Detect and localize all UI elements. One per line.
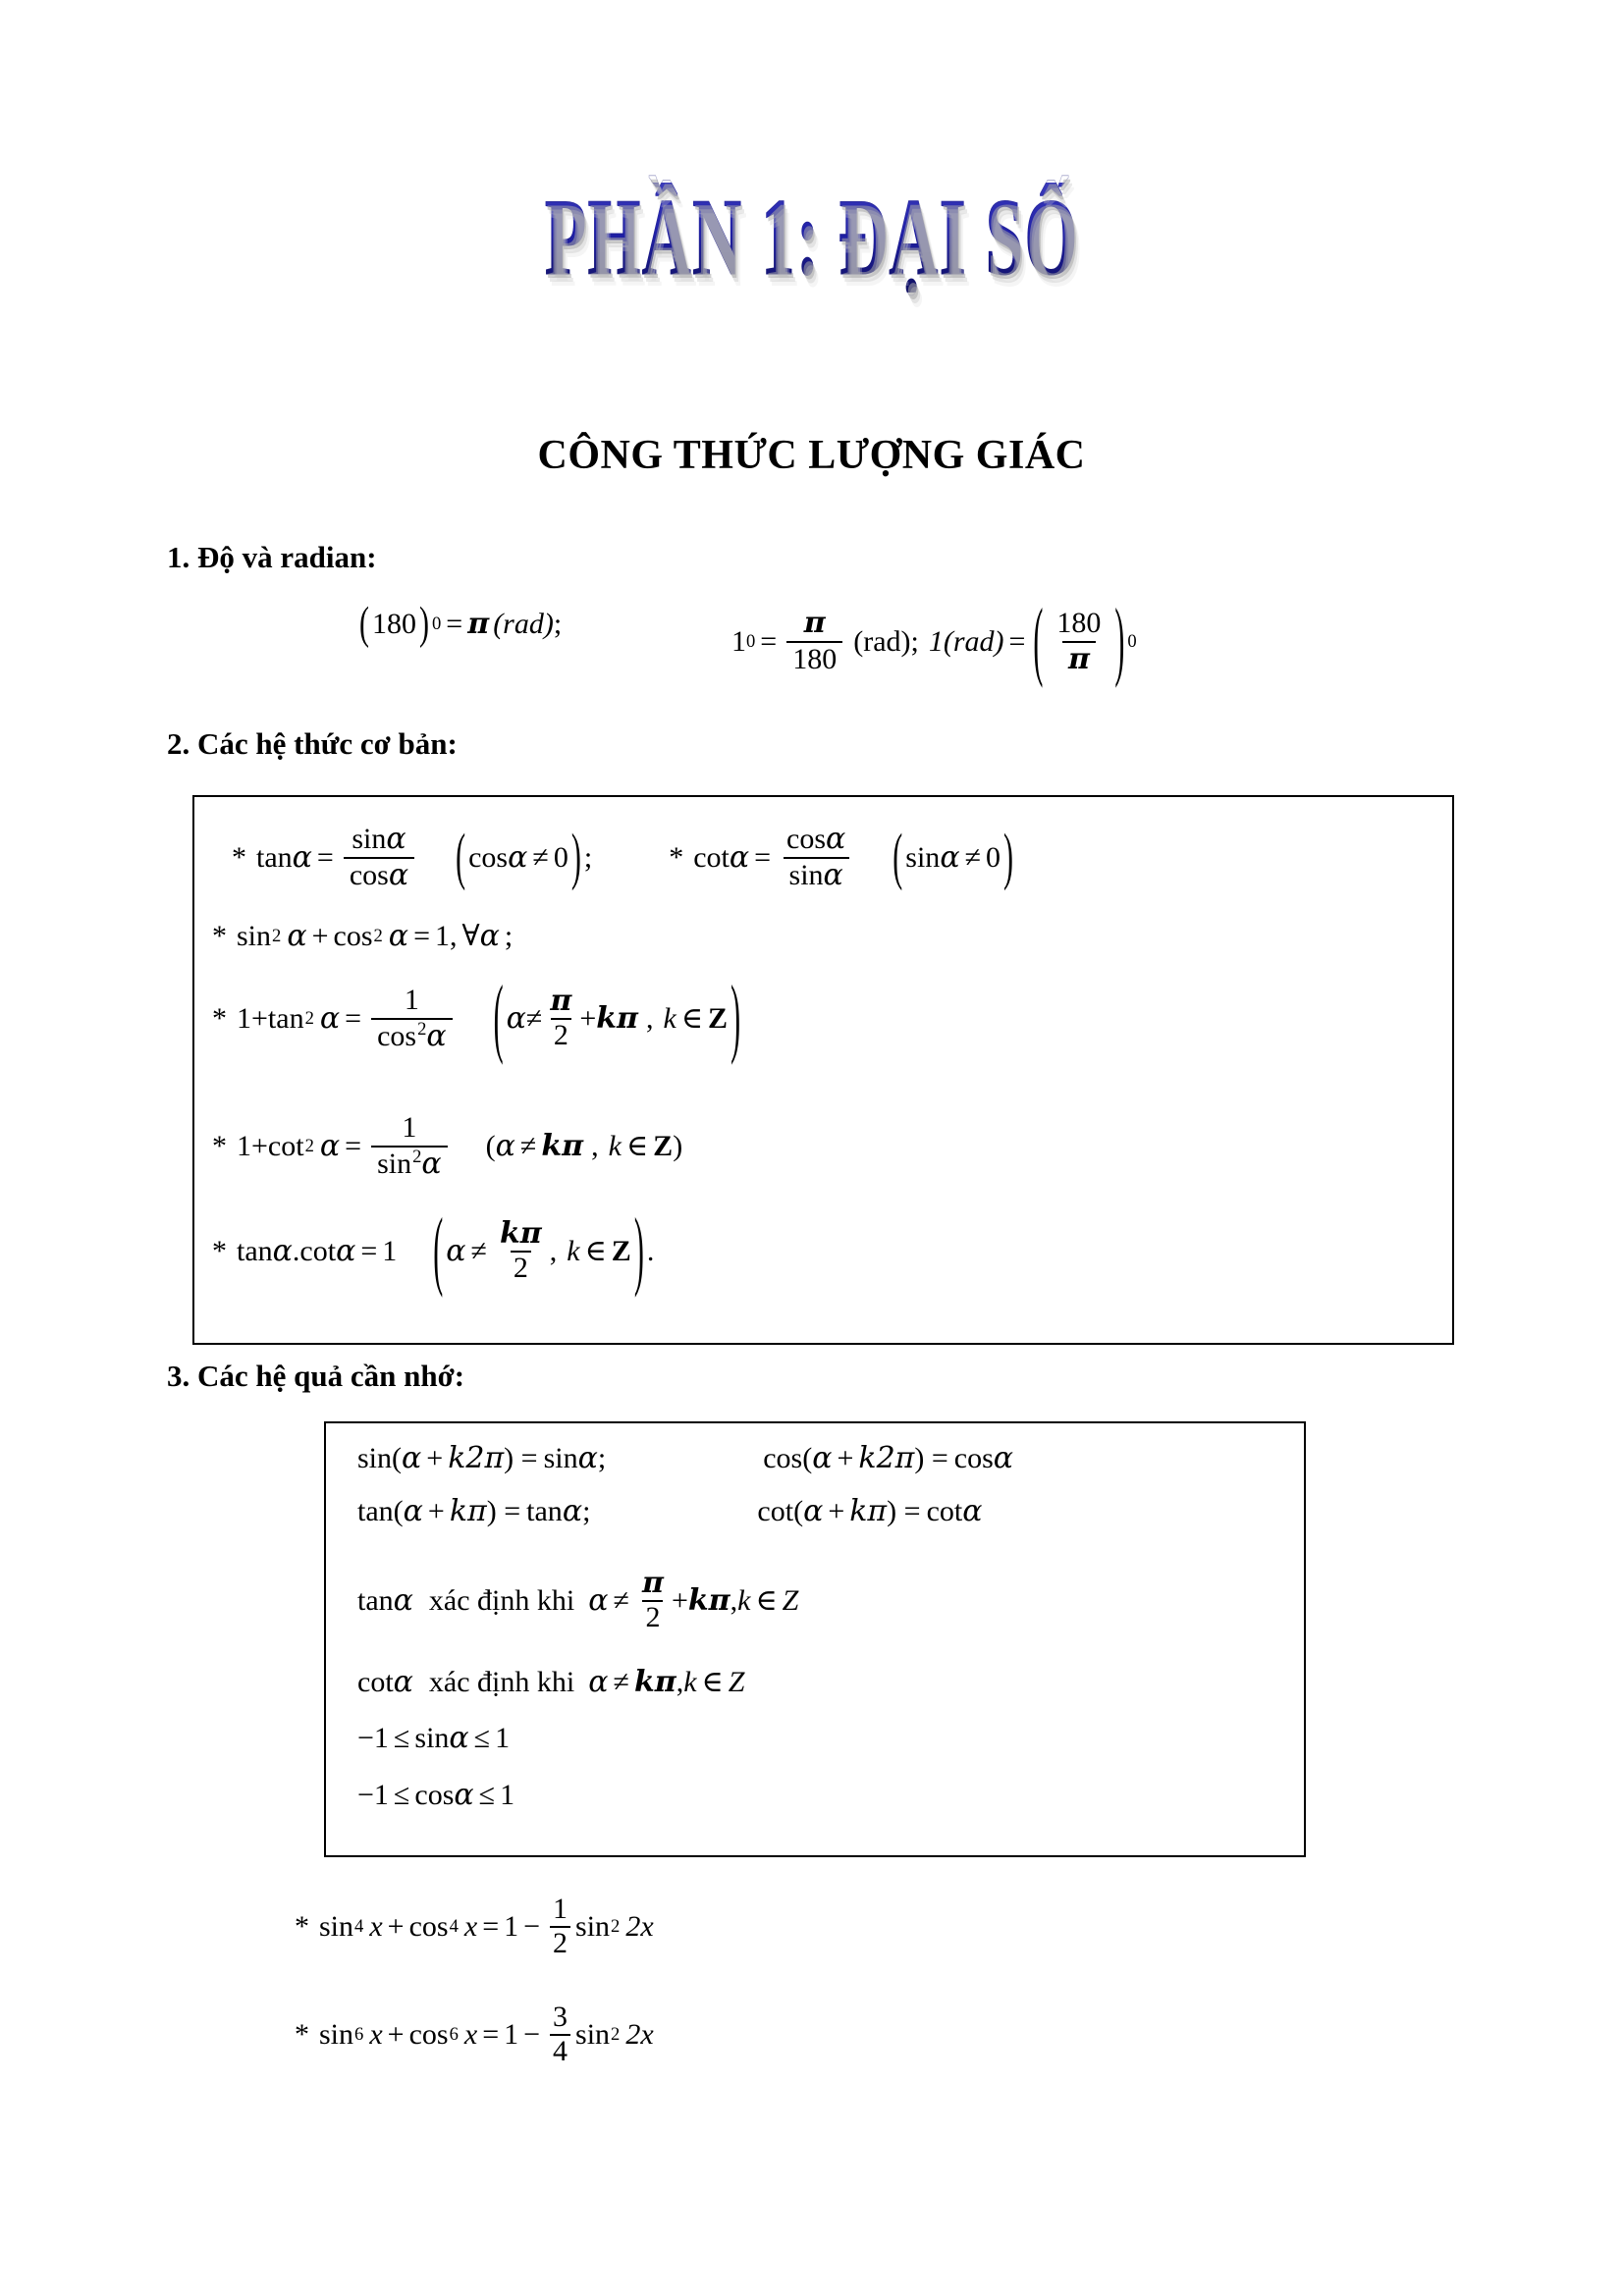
right-paren: ) bbox=[633, 1201, 644, 1300]
bullet: * bbox=[669, 840, 684, 874]
integer-set-symbol: Z bbox=[782, 1583, 799, 1617]
fraction-kpi-over-2 bbox=[497, 1216, 545, 1284]
right-paren: ) bbox=[730, 969, 741, 1067]
value-180: 180 bbox=[372, 608, 416, 640]
paren-group bbox=[356, 598, 432, 649]
condition-alpha-not-kpi-over-2 bbox=[430, 1201, 647, 1300]
sin-label: sin bbox=[575, 2017, 611, 2051]
comma: , bbox=[549, 1234, 558, 1267]
k-symbol: k bbox=[608, 1129, 622, 1162]
k-symbol: k bbox=[663, 1001, 676, 1035]
consequences-box bbox=[324, 1421, 1306, 1857]
equals-sign: = bbox=[482, 1909, 500, 1943]
sin-label: sin bbox=[414, 1722, 450, 1754]
x-symbol: x bbox=[369, 1909, 383, 1943]
argument-2x: 2x bbox=[625, 2017, 654, 2051]
less-equal-sign: ≤ bbox=[393, 1722, 410, 1754]
cos-periodicity: cos(α + k2π) = cosα bbox=[763, 1441, 1014, 1475]
fraction-one-half bbox=[550, 1895, 570, 1958]
condition-alpha-not-pi-over-2 bbox=[491, 969, 743, 1067]
plus-sign: + bbox=[251, 1129, 268, 1162]
equation-degree-to-radian: ( 180 ) 0 = π (rad) ; bbox=[356, 609, 562, 640]
sin-label: sin bbox=[319, 1909, 354, 1943]
fraction-pi-over-2 bbox=[547, 984, 574, 1051]
comma: , bbox=[646, 1001, 654, 1035]
upper-bound: 1 bbox=[495, 1722, 511, 1754]
alpha-symbol: α bbox=[495, 1128, 515, 1163]
fraction-numerator: 1 bbox=[402, 1111, 417, 1144]
fraction-sin-over-cos bbox=[344, 822, 414, 892]
paren-group bbox=[1030, 592, 1127, 690]
k-pi-term: kπ bbox=[687, 1582, 730, 1618]
sin-label: sin bbox=[237, 920, 272, 952]
tan-periodicity: tan(α + kπ) = tanα; bbox=[357, 1494, 591, 1528]
plus-sign: + bbox=[387, 2017, 405, 2051]
integer-set-symbol: Z bbox=[708, 1001, 729, 1035]
sin-periodicity: sin(α + k2π) = sinα; bbox=[357, 1441, 607, 1475]
equals-sign: = bbox=[345, 1001, 362, 1035]
consequence-row-periodicity-tan-cot bbox=[357, 1496, 983, 1527]
cot-label: cot bbox=[693, 840, 730, 874]
k-pi-term: kπ bbox=[633, 1665, 676, 1699]
fraction-numerator: 1 bbox=[553, 1893, 568, 1925]
fraction-numerator: 3 bbox=[553, 2001, 568, 2033]
alpha-symbol: α bbox=[319, 1128, 341, 1163]
fraction-numerator: π bbox=[550, 984, 572, 1018]
right-paren: ) bbox=[1114, 592, 1125, 690]
comma: , bbox=[730, 1583, 738, 1617]
fraction-numerator: π bbox=[803, 606, 826, 640]
fraction-numerator: kπ bbox=[500, 1216, 542, 1251]
section-heading-2: 2. Các hệ thức cơ bản: bbox=[167, 726, 458, 761]
equation-sin4-plus-cos4: * sin 4 x + cos 4 x = 1 − $\frac{1}{2}$ sin 2 2x bbox=[295, 1893, 654, 1959]
not-equal-sign: ≠ bbox=[613, 1583, 629, 1617]
integer-set-symbol: Z bbox=[653, 1129, 674, 1162]
equals-sign: = bbox=[413, 920, 430, 952]
alpha-symbol: α bbox=[446, 1233, 466, 1268]
fraction-one-over-cos-squared bbox=[371, 986, 453, 1051]
fraction-denominator: $\cos^2\alpha$ bbox=[371, 1018, 453, 1052]
sin-label: sin bbox=[905, 840, 941, 874]
cos-label: cos bbox=[408, 1909, 449, 1943]
section-heading-3: 3. Các hệ quả cần nhớ: bbox=[167, 1359, 465, 1393]
comma: , bbox=[591, 1129, 599, 1162]
cos-label: cos bbox=[468, 840, 509, 874]
plus-sign: + bbox=[311, 920, 329, 952]
identity-row-tan-cot bbox=[232, 822, 1016, 892]
zero: 0 bbox=[553, 840, 568, 874]
x-symbol: x bbox=[463, 2017, 478, 2051]
section-heading-1: 1. Độ và radian: bbox=[167, 540, 377, 574]
element-of-sign: ∈ bbox=[701, 1666, 724, 1698]
identity-row-one-plus-tan-squared: * 1 + tan 2 α = $\frac{1}{\cos^2\alpha}$ ( α ≠ $\frac{\pi}{2}$ + kπ , k ∈ Z ) bbox=[212, 986, 743, 1051]
fraction-denominator: 180 bbox=[786, 641, 842, 675]
sin-label: sin bbox=[575, 1909, 611, 1943]
one: 1 bbox=[237, 1001, 251, 1035]
element-of-sign: ∈ bbox=[584, 1234, 607, 1267]
fraction-pi-over-2 bbox=[639, 1566, 667, 1633]
one: 1 bbox=[434, 920, 450, 952]
argument-2x: 2x bbox=[625, 1909, 654, 1943]
integer-set-symbol: Z bbox=[611, 1234, 631, 1267]
right-paren: ) bbox=[419, 598, 429, 649]
k-pi-term: kπ bbox=[541, 1128, 584, 1163]
not-equal-sign: ≠ bbox=[519, 1129, 537, 1162]
alpha-symbol: α bbox=[506, 1000, 526, 1036]
fraction-numerator: 1 bbox=[404, 984, 419, 1016]
domain-text: xác định khi bbox=[428, 1666, 575, 1698]
one: 1 bbox=[504, 1909, 519, 1943]
page-title: CÔNG THỨC LƯỢNG GIÁC bbox=[537, 433, 1086, 478]
bullet: * bbox=[212, 1001, 227, 1035]
lower-bound: −1 bbox=[357, 1722, 389, 1754]
bullet: * bbox=[232, 840, 246, 874]
not-equal-sign: ≠ bbox=[525, 1001, 543, 1035]
zero: 0 bbox=[986, 840, 1001, 874]
fraction-denominator: cosα bbox=[344, 857, 414, 891]
upper-bound: 1 bbox=[500, 1779, 515, 1811]
tan-label: tan bbox=[237, 1234, 273, 1267]
not-equal-sign: ≠ bbox=[964, 840, 982, 874]
domain-text: xác định khi bbox=[428, 1583, 575, 1617]
cot-periodicity: cot(α + kπ) = cotα bbox=[757, 1494, 983, 1528]
condition-sin-nonzero bbox=[890, 822, 1016, 892]
fraction-three-quarters bbox=[550, 2002, 570, 2066]
left-paren: ( bbox=[493, 969, 504, 1067]
alpha-symbol: α bbox=[388, 919, 409, 953]
fraction-denominator: $\sin^2\alpha$ bbox=[371, 1146, 448, 1180]
basic-identities-box bbox=[192, 795, 1454, 1345]
condition-alpha-not-kpi bbox=[485, 1128, 683, 1163]
alpha-symbol: α bbox=[729, 839, 750, 875]
bullet: * bbox=[212, 1129, 227, 1162]
fraction-denominator: sinα bbox=[784, 857, 849, 891]
fraction-cos-over-sin bbox=[781, 822, 851, 892]
less-equal-sign: ≤ bbox=[478, 1779, 496, 1811]
plus-sign: + bbox=[579, 1001, 597, 1035]
left-paren: ( bbox=[456, 822, 466, 892]
right-paren: ) bbox=[570, 822, 581, 892]
condition-cos-nonzero bbox=[453, 822, 584, 892]
equals-sign: = bbox=[482, 2017, 500, 2051]
left-paren: ( bbox=[485, 1129, 496, 1162]
cos-label: cos bbox=[414, 1779, 455, 1811]
fraction-numerator: 180 bbox=[1056, 607, 1102, 639]
bullet: * bbox=[295, 1909, 309, 1943]
period: . bbox=[646, 1234, 655, 1267]
x-symbol: x bbox=[463, 1909, 478, 1943]
fraction-numerator: sinα bbox=[352, 822, 406, 856]
alpha-symbol: α bbox=[449, 1721, 469, 1755]
tan-label: tan bbox=[256, 840, 293, 874]
equals-sign: = bbox=[760, 624, 778, 658]
equals-sign: = bbox=[345, 1129, 362, 1162]
semicolon: ; bbox=[553, 608, 563, 640]
bullet: * bbox=[295, 2017, 309, 2051]
fraction-denominator: 2 bbox=[511, 1251, 531, 1284]
consequence-row-sin-range bbox=[357, 1723, 510, 1754]
consequence-row-periodicity-sin-cos bbox=[357, 1443, 1013, 1474]
one: 1 bbox=[237, 1129, 251, 1162]
consequence-row-cos-range bbox=[357, 1780, 514, 1811]
not-equal-sign: ≠ bbox=[532, 840, 549, 874]
element-of-sign: ∈ bbox=[680, 1001, 704, 1035]
fraction-one-over-sin-squared bbox=[371, 1113, 448, 1179]
fraction-pi-over-180 bbox=[786, 606, 842, 675]
dot-operator: . bbox=[292, 1234, 300, 1267]
alpha-symbol: α bbox=[292, 839, 312, 875]
k-symbol: k bbox=[683, 1666, 697, 1698]
equals-sign: = bbox=[1008, 624, 1026, 658]
value-one: 1 bbox=[731, 624, 746, 658]
rad-unit: (rad) bbox=[493, 608, 554, 640]
tan-label: tan bbox=[267, 1001, 304, 1035]
alpha-symbol: α bbox=[336, 1233, 356, 1268]
identity-row-pythagorean: * sin 2 α + cos 2 α = 1 , ∀ α ; bbox=[212, 919, 514, 953]
x-symbol: x bbox=[369, 2017, 383, 2051]
equals-sign: = bbox=[316, 840, 334, 874]
one: 1 bbox=[382, 1234, 398, 1267]
consequence-row-tan-domain bbox=[357, 1566, 799, 1633]
alpha-symbol: α bbox=[479, 919, 500, 953]
integer-set-symbol: Z bbox=[728, 1666, 745, 1698]
element-of-sign: ∈ bbox=[755, 1583, 778, 1617]
equals-sign: = bbox=[446, 608, 463, 640]
fraction-denominator: 2 bbox=[551, 1018, 571, 1051]
equals-sign: = bbox=[754, 840, 772, 874]
alpha-symbol: α bbox=[588, 1582, 609, 1618]
alpha-symbol: α bbox=[508, 839, 528, 875]
not-equal-sign: ≠ bbox=[613, 1666, 629, 1698]
comma: , bbox=[449, 920, 458, 952]
comma: , bbox=[676, 1666, 684, 1698]
fraction-180-over-pi bbox=[1051, 609, 1107, 674]
fraction-denominator: π bbox=[1062, 641, 1096, 675]
less-equal-sign: ≤ bbox=[393, 1779, 410, 1811]
tan-label: tan bbox=[357, 1583, 394, 1617]
identity-row-tan-times-cot bbox=[212, 1201, 655, 1300]
cot-label: cot bbox=[267, 1129, 304, 1162]
alpha-symbol: α bbox=[319, 1000, 341, 1036]
alpha-symbol: α bbox=[940, 839, 960, 875]
alpha-symbol: α bbox=[287, 919, 307, 953]
alpha-symbol: α bbox=[454, 1778, 474, 1812]
cot-label: cot bbox=[299, 1234, 337, 1267]
fraction-denominator: 2 bbox=[550, 1926, 570, 1959]
alpha-symbol: α bbox=[393, 1665, 413, 1699]
cos-label: cos bbox=[408, 2017, 449, 2051]
banner-title: PHẦN 1: ĐẠI SỐ bbox=[544, 177, 1079, 298]
not-equal-sign: ≠ bbox=[470, 1234, 487, 1267]
fraction-denominator: 4 bbox=[550, 2034, 570, 2067]
plus-sign: + bbox=[671, 1583, 688, 1617]
semicolon: ; bbox=[583, 840, 593, 874]
one: 1 bbox=[504, 2017, 519, 2051]
k-symbol: k bbox=[567, 1234, 580, 1267]
left-paren: ( bbox=[1033, 592, 1044, 690]
lower-bound: −1 bbox=[357, 1779, 389, 1811]
equation-sin6-plus-cos6: * sin 6 x + cos 6 x = 1 − $\frac{3}{4}$ sin 2 2x bbox=[295, 2001, 654, 2067]
banner-title-wrap bbox=[0, 177, 1623, 298]
consequence-row-cot-domain bbox=[357, 1667, 744, 1698]
left-paren: ( bbox=[433, 1201, 444, 1300]
sin-label: sin bbox=[319, 2017, 354, 2051]
minus-sign: − bbox=[523, 2017, 541, 2051]
left-paren: ( bbox=[359, 598, 369, 649]
alpha-symbol: α bbox=[588, 1665, 609, 1699]
minus-sign: − bbox=[523, 1909, 541, 1943]
plus-sign: + bbox=[251, 1001, 268, 1035]
rad-unit: (rad); bbox=[853, 624, 919, 658]
semicolon: ; bbox=[504, 920, 514, 952]
pi-symbol: π bbox=[467, 607, 490, 641]
k-symbol: k bbox=[737, 1583, 751, 1617]
less-equal-sign: ≤ bbox=[473, 1722, 491, 1754]
fraction-numerator: cosα bbox=[786, 822, 846, 856]
right-paren: ) bbox=[1003, 822, 1014, 892]
identity-row-one-plus-cot-squared: * 1 + cot 2 α = $\frac{1}{\sin^2\alpha}$ ( α ≠ kπ , k ∈ Z ) bbox=[212, 1111, 683, 1181]
forall-symbol: ∀ bbox=[461, 920, 480, 952]
alpha-symbol: α bbox=[393, 1582, 413, 1618]
cot-label: cot bbox=[357, 1666, 394, 1698]
left-paren: ( bbox=[893, 822, 903, 892]
bullet: * bbox=[212, 1234, 227, 1267]
fraction-denominator: 2 bbox=[642, 1600, 663, 1633]
equals-sign: = bbox=[360, 1234, 378, 1267]
element-of-sign: ∈ bbox=[625, 1129, 649, 1162]
cos-label: cos bbox=[333, 920, 373, 952]
plus-sign: + bbox=[387, 1909, 405, 1943]
equation-radian-conversions: 1 0 = $\frac{\pi}{180}$ (rad); 1(rad) = ( $\frac{180}{\pi}$ ) 0 bbox=[731, 592, 1137, 690]
right-paren: ) bbox=[673, 1129, 683, 1162]
fraction-numerator: π bbox=[641, 1566, 664, 1600]
one-rad-label: 1(rad) bbox=[928, 624, 1004, 658]
bullet: * bbox=[212, 920, 227, 952]
alpha-symbol: α bbox=[272, 1233, 293, 1268]
k-pi-term: kπ bbox=[596, 1000, 638, 1036]
